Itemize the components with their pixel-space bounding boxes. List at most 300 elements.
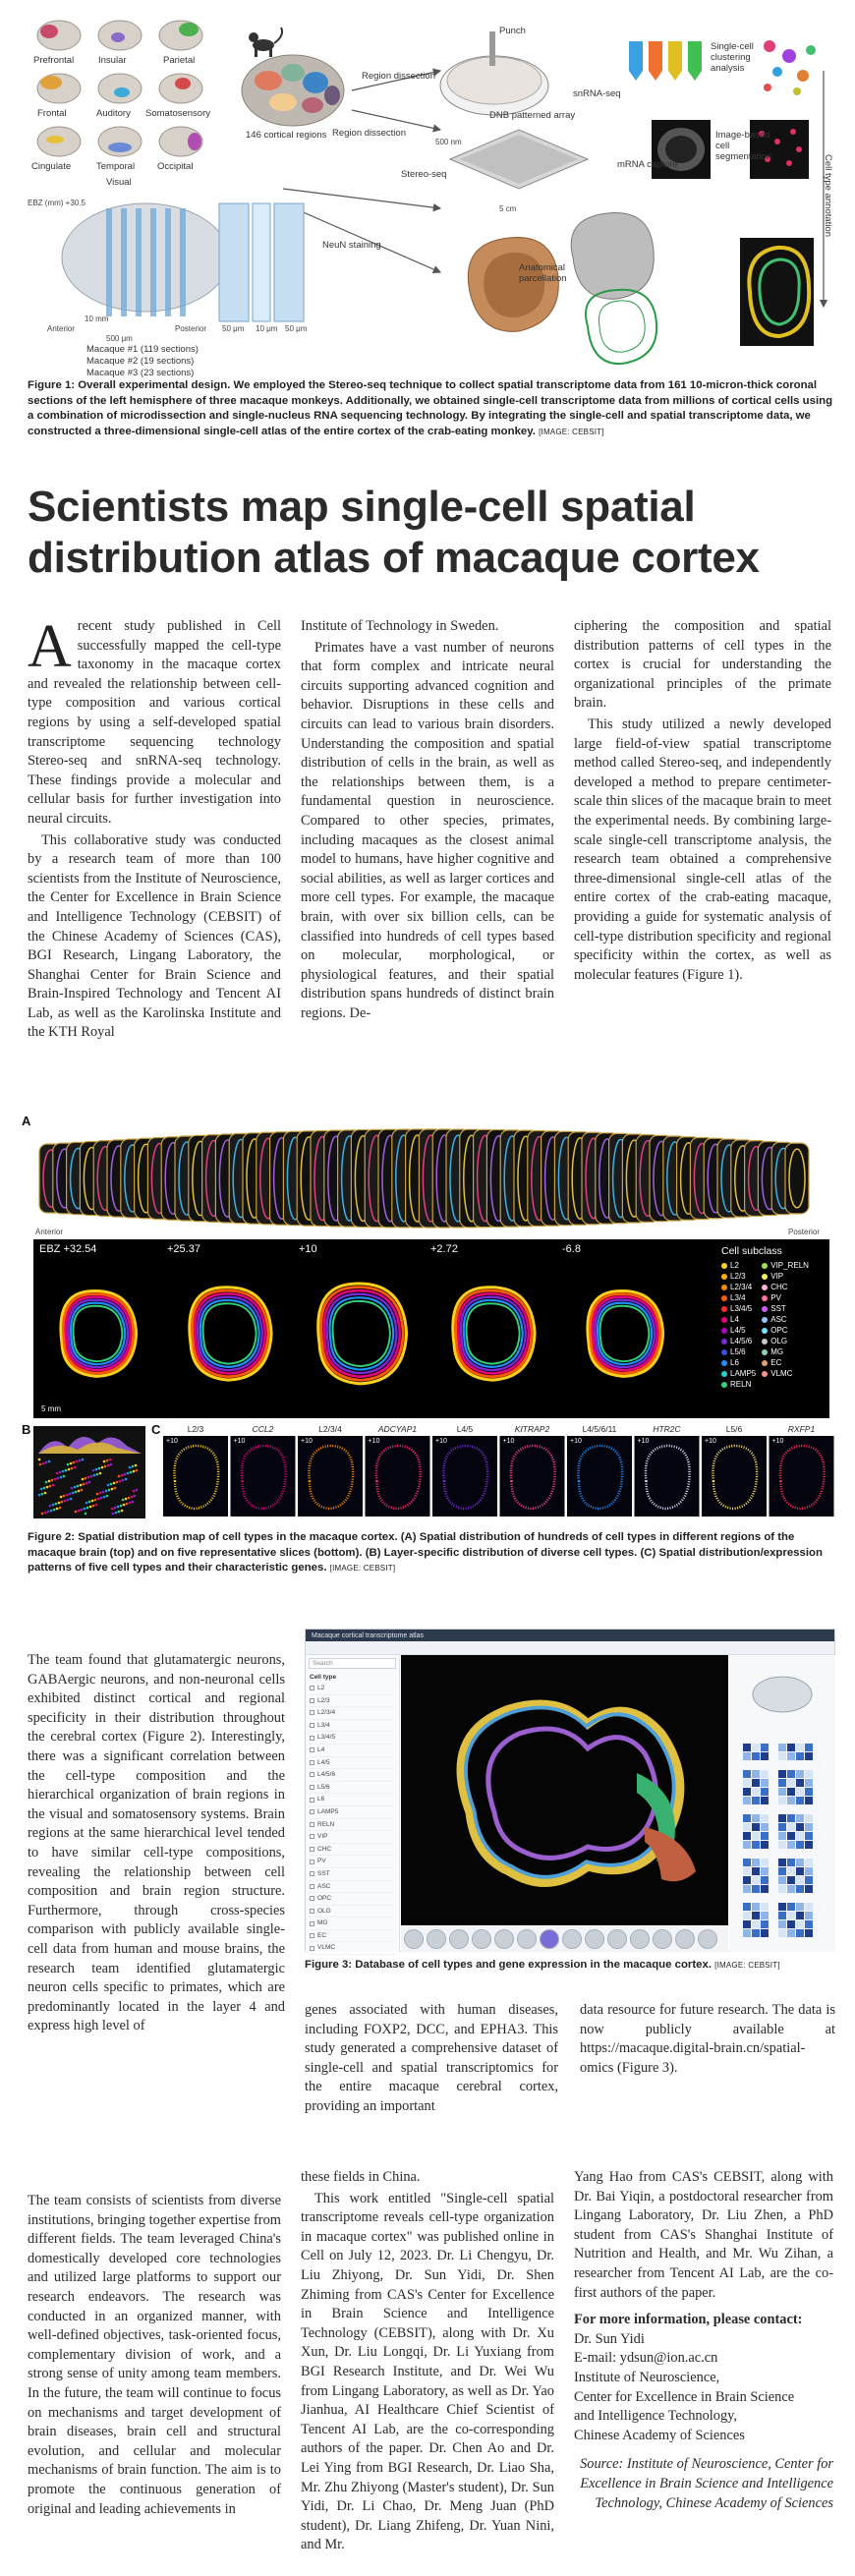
tree-item[interactable] [310,1942,395,1955]
heatmap-cell [778,1867,786,1875]
heatmap-cell [778,1779,786,1787]
legend-swatch [762,1317,768,1323]
legend-label: OLG [770,1337,788,1345]
slice-thumbnail[interactable] [675,1929,695,1949]
cell-dot [41,1493,44,1496]
cell-dot [59,1471,62,1474]
heatmap-cell [787,1788,795,1796]
heatmap-cell [743,1805,751,1813]
gene-tile-ebz-label: +10 [705,1438,716,1445]
atlas-viewer[interactable] [401,1655,728,1925]
heatmap-cell [805,1903,813,1911]
tree-item-label: L2/3/4 [317,1709,336,1717]
cell-dot [49,1485,52,1488]
heatmap-cell [752,1779,760,1787]
neun-stained-section [468,238,558,332]
scale-500um: 500 μm [106,334,133,343]
cell-dot [95,1504,98,1507]
heatmap-cell [752,1823,760,1831]
cell-dot [69,1493,72,1496]
heatmap-cell [787,1859,795,1866]
heatmap-cell [814,1841,822,1849]
contact-line: Institute of Neuroscience, [574,2369,720,2385]
tree-item[interactable] [310,1918,395,1930]
tree-item[interactable] [310,1782,395,1795]
legend-swatch [721,1274,727,1280]
cell-atlas-section [740,238,814,346]
slice-thumbnail[interactable] [562,1929,582,1949]
heatmap-cell [752,1929,760,1937]
heatmap-cell [761,1832,769,1840]
region-label: Visual [106,177,132,188]
tree-item[interactable] [310,1868,395,1881]
cell-dot [82,1478,85,1481]
tree-item-label: MG [317,1919,328,1927]
checkbox-icon[interactable] [310,1921,314,1926]
panel-b-letter: B [22,1422,31,1437]
legend-entry [762,1357,809,1368]
checkbox-icon[interactable] [310,1686,314,1690]
heatmap-cell [770,1850,777,1858]
figure-2-caption [28,1530,835,1576]
anterior-label: Anterior [35,1228,64,1236]
region-label: Somatosensory [145,108,211,119]
slice-thumbnail[interactable] [698,1929,717,1949]
gene-tile-ebz-label: +10 [502,1438,515,1445]
tree-item[interactable] [310,1930,395,1943]
heatmap-cell [761,1761,769,1769]
heatmap-cell [761,1859,769,1866]
slice-thumbnail[interactable] [517,1929,537,1949]
heatmap-cell [805,1885,813,1893]
cell-dot [100,1497,103,1500]
legend-label: L2/3 [730,1272,746,1281]
heatmap-cell [761,1850,769,1858]
tree-item[interactable] [310,1745,395,1757]
legend-entry [762,1303,809,1314]
image-segmentation-label: Image-based cell segmentation [715,130,772,162]
cell-dot [111,1488,114,1491]
legend-entry [721,1325,756,1336]
gene-tile [163,1436,228,1517]
checkbox-icon[interactable] [310,1798,314,1803]
heatmap-cell [752,1850,760,1858]
cell-dot [72,1492,75,1495]
cell-dot [87,1476,90,1479]
legend-label: VLMC [770,1369,793,1378]
tree-item[interactable] [310,1769,395,1782]
gene-tile-ebz-label: +10 [368,1438,380,1445]
heatmap-cell [814,1770,822,1778]
cell-dot [98,1467,101,1470]
heatmap-cell [796,1885,804,1893]
cell-dot [129,1466,132,1469]
article-column-2 [301,617,554,1023]
tree-item-label: CHC [317,1845,332,1853]
heatmap-cell [787,1929,795,1937]
cell-dot [82,1459,85,1461]
article2-left-column: The team found that glutamatergic neurons, GABAergic neurons, and non-neuronal cells exhibited distinct cortical and regional specificity in their distribution throughout the cerebral cortex (Figure 2). Interestingly, there was a significant correlation between the cell-type composition and the hierarchical organization of brain regions in the visual and somatosensory systems. Brain regions at the same hierarchical level tended to have similar cell-type compositions, revealing the relationship between cell composition and brain region structure. Furthermore, through cross-species comparison with publicly available single-cell data from human and mouse brains, the research team identified glutamatergic neuron cells specific to primates, which are predominantly located in the layer 4 and express high level of [28,1652,285,2034]
heatmap-cell [752,1920,760,1928]
slice-thumbnail[interactable] [585,1929,604,1949]
source-credit: Source: Institute of Neuroscience, Center for Excellence in Brain Science and Intelligence Technology, Chinese Academy of Sciences [580,2456,833,2511]
punch-dish [440,31,548,115]
checkbox-icon[interactable] [310,1760,314,1765]
legend-swatch [721,1263,727,1269]
figure-3-caption-text: Figure 3: Database of cell types and gene expression in the macaque cortex. [305,1959,712,1971]
heatmap-cell [778,1761,786,1769]
region-label: Insular [98,55,127,66]
checkbox-icon[interactable] [310,1834,314,1839]
cell-dot [97,1498,100,1501]
tree-item[interactable] [310,1844,395,1857]
cell-dot [56,1472,59,1475]
cell-dot [99,1472,102,1475]
tree-item[interactable] [310,1695,395,1708]
slice-thumbnail[interactable] [630,1929,650,1949]
cell-dot [44,1492,47,1495]
contact-line: and Intelligence Technology, [574,2408,738,2425]
cell-dot [52,1504,55,1507]
tree-item[interactable] [310,1707,395,1720]
heatmap-cell [770,1832,777,1840]
legend-label: RELN [730,1380,752,1389]
heatmap-cell [743,1903,751,1911]
heatmap-cell [796,1832,804,1840]
legend-swatch [762,1274,768,1280]
checkbox-icon[interactable] [310,1896,314,1901]
thickness-label: 50 μm [285,324,308,333]
slice-thumbnails [401,1926,728,1952]
slice-thumbnail[interactable] [607,1929,627,1949]
figure-1 [28,12,835,378]
figure-3-credit: [IMAGE: CEBSIT] [714,1961,780,1970]
article3-column-2 [301,2168,554,2555]
cell-dot [88,1481,91,1484]
tree-item[interactable] [310,1819,395,1832]
heatmap-cell [814,1761,822,1769]
cell-dot [113,1482,116,1485]
heatmap-cell [743,1920,751,1928]
cell-dot [84,1508,86,1511]
heatmap-cell [796,1903,804,1911]
cell-dot [63,1495,66,1498]
heatmap-cell [787,1744,795,1751]
cell-dot [53,1509,56,1512]
checkbox-icon[interactable] [310,1785,314,1790]
cell-dot [133,1490,136,1493]
cortical-layer-ring [203,1303,256,1363]
heatmap-cell [796,1859,804,1866]
cell-dot [60,1496,63,1499]
gene-label: L2/3 [187,1424,204,1434]
legend-label: SST [770,1304,786,1313]
gene-tile [500,1436,565,1517]
heatmap-cell [770,1752,777,1760]
heatmap-cell [752,1885,760,1893]
drop-cap: A [28,613,72,680]
cell-dot [116,1481,119,1484]
cell-dot [119,1480,122,1483]
heatmap-cell [743,1752,751,1760]
heatmap-cell [787,1779,795,1787]
cell-dot [123,1504,126,1507]
legend-label: L5/6 [730,1347,746,1356]
checkbox-icon[interactable] [310,1909,314,1914]
cell-dot [74,1466,77,1469]
macaque-3-label: Macaque #3 (23 sections) [86,368,195,378]
slice-thumbnail[interactable] [540,1929,559,1949]
legend-swatch [721,1306,727,1312]
heatmap-cell [805,1850,813,1858]
heatmap-cell [752,1797,760,1804]
heatmap-cell [805,1797,813,1804]
dim-5cm-label: 5 cm [499,204,517,213]
checkbox-icon[interactable] [310,1747,314,1752]
cell-dot [136,1469,139,1472]
legend-swatch [721,1285,727,1290]
cell-dot [75,1491,78,1494]
figure-2-credit: [IMAGE: CEBSIT] [329,1564,396,1573]
cell-dot [103,1460,106,1463]
heatmap-cell [814,1823,822,1831]
slice-label: +25.37 [167,1243,200,1255]
cell-dot [106,1460,109,1462]
tree-item[interactable] [310,1881,395,1894]
cell-dot [103,1496,106,1499]
checkbox-icon[interactable] [310,1822,314,1827]
gene-tile-ebz-label: +10 [570,1438,582,1445]
legend-swatch [721,1317,727,1323]
slice-thumbnail[interactable] [404,1929,424,1949]
heatmap-cell [796,1920,804,1928]
heatmap-cell [770,1823,777,1831]
cell-dot [124,1473,127,1476]
heatmap-cell [805,1744,813,1751]
cell-dot [115,1512,118,1515]
heatmap-cell [796,1894,804,1902]
legend-column-right [762,1260,809,1390]
heatmap-cell [787,1841,795,1849]
heatmap-cell [770,1903,777,1911]
heatmap-cell [743,1885,751,1893]
cell-dot [114,1487,117,1490]
heatmap-cell [787,1814,795,1822]
heatmap-cell [778,1894,786,1902]
checkbox-icon[interactable] [310,1698,314,1703]
heatmap-cell [743,1912,751,1919]
gene-tile [231,1436,296,1517]
cell-dot [118,1475,121,1478]
heatmap-cell [778,1912,786,1919]
legend-swatch [762,1371,768,1377]
slice-thumbnail[interactable] [449,1929,469,1949]
cell-dot [96,1493,99,1496]
heatmap-cell [743,1841,751,1849]
cell-dot [47,1511,50,1514]
heatmap-cell [752,1832,760,1840]
tree-item[interactable] [310,1831,395,1844]
legend-entry [762,1336,809,1346]
cell-dot [104,1465,107,1468]
heatmap-cell [743,1779,751,1787]
cell-dot [108,1489,111,1492]
heatmap-cell [752,1894,760,1902]
heatmap-cell [814,1779,822,1787]
macaque-2-label: Macaque #2 (19 sections) [86,356,195,367]
heatmap-cell [752,1841,760,1849]
heatmap-cell [743,1797,751,1804]
heatmap-cell [796,1770,804,1778]
cell-type-annotation-label: Cell type annotation [823,154,833,237]
heatmap-cell [743,1744,751,1751]
mrna-capture-image [652,120,711,179]
window-title: Macaque cortical transcriptome atlas [312,1631,424,1639]
search-input[interactable]: Search [309,1658,396,1669]
legend-swatch [762,1360,768,1366]
heatmap-cell [805,1814,813,1822]
article-paragraph: these fields in China. [301,2169,421,2185]
legend-label: PV [770,1293,781,1302]
tree-item-label: L2/3 [317,1696,330,1704]
heatmap-cell [743,1859,751,1866]
cell-dot [90,1475,93,1478]
checkbox-icon[interactable] [310,1860,314,1864]
tree-item[interactable] [310,1794,395,1806]
figure-3-database-window [305,1629,835,1952]
legend-swatch [721,1339,727,1345]
gene-tile-ebz-label: +10 [301,1438,313,1445]
slice-thumbnail[interactable] [427,1929,446,1949]
heatmap-cell [770,1859,777,1866]
heatmap-cell [743,1929,751,1937]
cell-dot [48,1480,51,1483]
cell-dot [63,1475,66,1478]
cell-dot [112,1513,115,1516]
heatmap-cell [761,1779,769,1787]
checkbox-icon[interactable] [310,1809,314,1814]
heatmap-cell [814,1859,822,1866]
heatmap-cell [778,1850,786,1858]
heatmap-cell [814,1920,822,1928]
heatmap-cell [770,1779,777,1787]
legend-label: L3/4 [730,1293,746,1302]
legend-entry [762,1260,809,1271]
gene-tile-ebz-label: +10 [166,1438,178,1445]
toolbar [306,1641,834,1655]
macaque-1-label: Macaque #1 (119 sections) [86,344,199,355]
tree-item-label: PV [317,1858,326,1865]
tree-item-label: L4 [317,1746,325,1753]
checkbox-icon[interactable] [310,1884,314,1889]
cell-dot [80,1484,83,1487]
ebz-label: EBZ (mm) +30.5 [28,199,86,207]
tree-item[interactable] [310,1856,395,1868]
representative-slices-panel [33,1239,829,1418]
heatmap-cell [805,1920,813,1928]
article2-right-column: data resource for future research. The data is now publicly available at https://macaque.digital-brain.cn/spatial-omics (Figure 3). [580,2002,835,2076]
gene-label: L4/5 [456,1424,474,1434]
cell-dot [118,1511,121,1514]
cell-dot [73,1461,76,1464]
tree-item[interactable] [310,1757,395,1770]
scale-label: 5 mm [41,1404,61,1413]
cell-dot [70,1498,73,1501]
gene-label: L5/6 [725,1424,743,1434]
cell-dot [93,1474,96,1477]
checkbox-icon[interactable] [310,1736,314,1741]
legend-label: OPC [770,1326,788,1335]
article-paragraph: This study utilized a newly developed large field-of-view spatial transcriptome method called Stereo-seq, and independently developed a method to prepare centimeter-scale thin slices of the macaque brain to meet the experimental needs. By combining large-scale single-cell transcriptome analysis, the research team obtained a comprehensive three-dimensional single-cell atlas of the entire cortex of the crab-eating macaque, providing a guide for systematic analysis of cell-type distribution specificity and regional specificity within the cortex, as well as molecular features (Figure 1). [574,716,831,983]
legend-swatch [721,1371,727,1377]
cell-dot [46,1486,49,1489]
heatmap-cell [805,1876,813,1884]
figure-1-caption [28,378,835,439]
checkbox-icon[interactable] [310,1871,314,1876]
checkbox-icon[interactable] [310,1723,314,1728]
heatmap-cell [778,1814,786,1822]
heatmap-cell [770,1920,777,1928]
atlas-section-render [401,1655,728,1925]
heatmap-cell [787,1823,795,1831]
legend-swatch [721,1349,727,1355]
heatmap-cell [796,1761,804,1769]
tree-item[interactable] [310,1906,395,1918]
slice-thumbnail[interactable] [472,1929,491,1949]
slice-thumbnail[interactable] [653,1929,672,1949]
tree-item[interactable] [310,1806,395,1819]
slice-label: EBZ +32.54 [39,1243,97,1255]
gene-tile [635,1436,700,1517]
cell-dot [45,1481,48,1484]
heatmap-cell [770,1797,777,1804]
tree-item[interactable] [310,1893,395,1906]
tree-item[interactable] [310,1732,395,1745]
tree-item-label: L3/4/5 [317,1734,336,1742]
heatmap-cell [761,1903,769,1911]
posterior-label: Posterior [788,1228,821,1236]
gene-tile [770,1436,834,1517]
heatmap-cell [770,1744,777,1751]
legend-swatch [762,1263,768,1269]
cell-dot [65,1469,68,1472]
cell-dot [110,1483,113,1486]
legend-entry [762,1282,809,1292]
cell-dot [122,1479,125,1482]
tree-item[interactable] [310,1720,395,1733]
heatmap-cell [778,1903,786,1911]
checkbox-icon[interactable] [310,1772,314,1777]
checkbox-icon[interactable] [310,1946,314,1951]
heatmap-cell [761,1805,769,1813]
cell-dot [125,1498,128,1501]
cell-dot [79,1460,82,1462]
checkbox-icon[interactable] [310,1933,314,1938]
heatmap-cell [752,1770,760,1778]
heatmap-cell [796,1797,804,1804]
tree-item[interactable] [310,1683,395,1695]
region-label: Auditory [96,108,131,119]
checkbox-icon[interactable] [310,1847,314,1852]
slice-thumbnail[interactable] [494,1929,514,1949]
gene-tile-ebz-label: +10 [771,1438,784,1445]
legend-entry [762,1346,809,1357]
cell-dot [136,1489,139,1492]
legend-entry [721,1282,756,1292]
cortical-layer-ring [600,1306,650,1361]
heatmap-cell [787,1832,795,1840]
checkbox-icon[interactable] [310,1710,314,1715]
